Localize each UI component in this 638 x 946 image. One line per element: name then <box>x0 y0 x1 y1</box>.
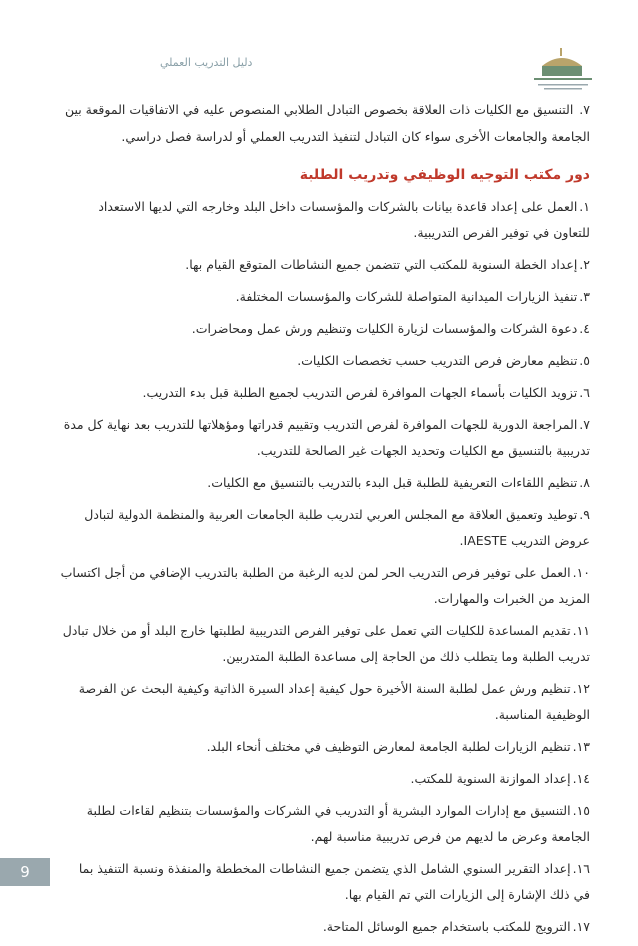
item-number: ٧. <box>579 417 590 432</box>
duties-list <box>60 194 590 940</box>
item-text: إعداد الموازنة السنوية للمكتب. <box>410 771 571 786</box>
list-item <box>60 914 590 940</box>
item-text: إعداد التقرير السنوي الشامل الذي يتضمن جميع النشاطات المخططة والمنفذة ونسبة التنفيذ بما في ذلك الإشارة إلى الزيارات التي تم القيام بها. <box>78 861 590 902</box>
item-text: العمل على إعداد قاعدة بيانات بالشركات والمؤسسات داخل البلد وخارجه التي لديها الاستعداد للتعاون في توفير الفرص التدريبية. <box>98 199 590 240</box>
item-text: التنسيق مع إدارات الموارد البشرية أو التدريب في الشركات والمؤسسات بتنظيم لقاءات لطلبة الجامعة وعرض ما لديهم من فرص تدريبية مناسبة لهم. <box>86 803 590 844</box>
item-number: ٥. <box>579 353 590 368</box>
intro-list-item <box>60 96 590 150</box>
list-item <box>60 380 590 406</box>
item-number: ٤. <box>579 321 590 336</box>
page-number: 9 <box>0 858 50 886</box>
item-number: ١٢. <box>572 681 590 696</box>
item-number: ١٥. <box>572 803 590 818</box>
list-item <box>60 470 590 496</box>
item-text: تزويد الكليات بأسماء الجهات الموافرة لفرص التدريب لجميع الطلبة قبل بدء التدريب. <box>142 385 578 400</box>
list-item <box>60 798 590 850</box>
university-logo <box>528 44 598 94</box>
item-number: ١٠. <box>572 565 590 580</box>
item-text: إعداد الخطة السنوية للمكتب التي تتضمن جميع النشاطات المتوقع القيام بها. <box>185 257 578 272</box>
item-text: تنظيم الزيارات لطلبة الجامعة لمعارض التوظيف في مختلف أنحاء البلد. <box>206 739 571 754</box>
item-number: ١٤. <box>572 771 590 786</box>
item-number: ٨. <box>579 475 590 490</box>
list-item <box>60 856 590 908</box>
list-item <box>60 676 590 728</box>
item-number: ٧. <box>579 102 590 117</box>
item-text: تنظيم ورش عمل لطلبة السنة الأخيرة حول كيفية إعداد السيرة الذاتية وكيفية البحث عن الفرصة الوظيفية المناسبة. <box>78 681 590 722</box>
main-content <box>60 96 590 946</box>
item-number: ١. <box>579 199 590 214</box>
item-text: دعوة الشركات والمؤسسات لزيارة الكليات وتنظيم ورش عمل ومحاضرات. <box>191 321 578 336</box>
list-item <box>60 560 590 612</box>
item-number: ٦. <box>579 385 590 400</box>
item-number: ٣. <box>579 289 590 304</box>
list-item <box>60 348 590 374</box>
item-number: ١١. <box>572 623 590 638</box>
list-item <box>60 284 590 310</box>
item-text: تنفيذ الزيارات الميدانية المتواصلة للشركات والمؤسسات المختلفة. <box>235 289 578 304</box>
university-logo-icon <box>528 44 598 94</box>
list-item <box>60 194 590 246</box>
list-item <box>60 618 590 670</box>
item-number: ٩. <box>579 507 590 522</box>
item-number: ١٦. <box>572 861 590 876</box>
list-item <box>60 316 590 342</box>
item-text: التنسيق مع الكليات ذات العلاقة بخصوص التبادل الطلابي المنصوص عليه في الاتفاقيات الموقعة بين الجامعة والجامعات الأخرى سواء كان التبادل لتنفيذ التدريب العملي أو لدراسة فصل دراسي. <box>64 102 590 144</box>
item-text: الترويج للمكتب باستخدام جميع الوسائل المتاحة. <box>322 919 571 934</box>
item-text: تنظيم معارض فرص التدريب حسب تخصصات الكليات. <box>297 353 578 368</box>
item-number: ١٧. <box>572 919 590 934</box>
document-header-title: دليل التدريب العملي <box>160 56 253 69</box>
list-item <box>60 502 590 554</box>
item-number: ٢. <box>579 257 590 272</box>
list-item <box>60 734 590 760</box>
item-number: ١٣. <box>572 739 590 754</box>
item-text: العمل على توفير فرص التدريب الحر لمن لديه الرغبة من الطلبة بالتدريب الإضافي من أجل اكتساب المزيد من الخبرات والمهارات. <box>60 565 590 606</box>
list-item <box>60 412 590 464</box>
list-item <box>60 252 590 278</box>
item-text: تنظيم اللقاءات التعريفية للطلبة قبل البدء بالتدريب بالتنسيق مع الكليات. <box>207 475 578 490</box>
item-text: توطيد وتعميق العلاقة مع المجلس العربي لتدريب طلبة الجامعات العربية والمنظمة الدولية لتبادل عروض التدريب IAESTE. <box>84 507 590 548</box>
item-text: المراجعة الدورية للجهات الموافرة لفرص التدريب وتقييم قدراتها ومؤهلاتها للتدريب بعد نهاية كل مدة تدريبية بالتنسيق مع الكليات وتحديد الجهات غير الصالحة للتدريب. <box>63 417 590 458</box>
list-item <box>60 766 590 792</box>
section-title: دور مكتب التوجيه الوظيفي وتدريب الطلبة <box>299 167 590 183</box>
item-text: تقديم المساعدة للكليات التي تعمل على توفير الفرص التدريبية لطلبتها خارج البلد أو من خلال تبادل تدريب الطلبة وما يتطلب ذلك من الحاجة إلى مساعدة الطلبة المتدربين. <box>62 623 590 664</box>
